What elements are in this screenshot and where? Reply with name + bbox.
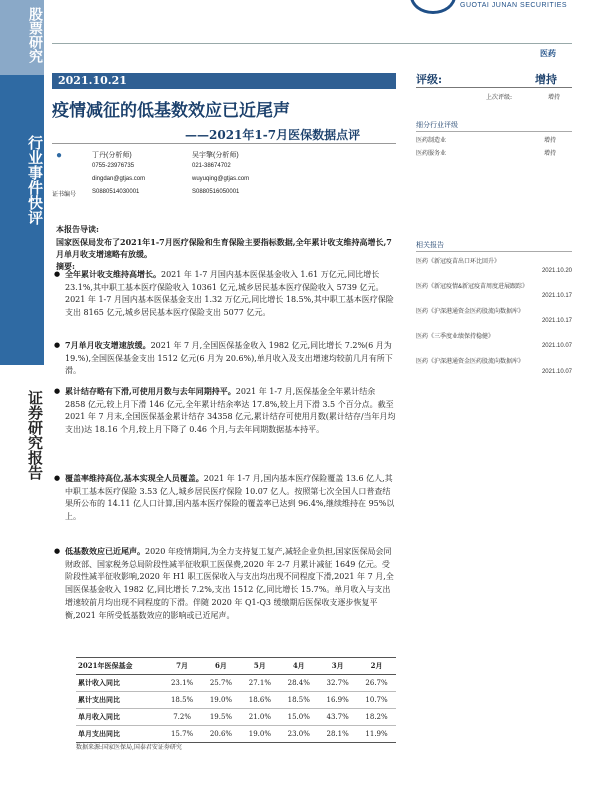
table-header: 3月 [318, 658, 357, 675]
table-cell: 18.5% [163, 692, 202, 709]
table-cell: 18.2% [357, 709, 396, 726]
summary-bullet [65, 339, 396, 378]
related-item[interactable] [416, 281, 572, 290]
table-cell: 23.0% [279, 726, 318, 743]
table-source: 数据来源:国家医保局,国泰君安证券研究 [76, 744, 182, 751]
table-cell: 10.7% [357, 692, 396, 709]
report-subtitle: ——2021年1-7月医保数据点评 [185, 128, 361, 142]
sidebar-securities-report: 证券研究报告 [26, 390, 44, 480]
guide-heading: 本报告导读: [56, 224, 99, 234]
related-date: 2021.10.07 [541, 343, 572, 349]
sidebar [0, 0, 44, 800]
related-divider [416, 251, 572, 252]
related-item[interactable] [416, 256, 572, 265]
summary-heading: 摘要: [56, 261, 75, 271]
related-date: 2021.10.17 [541, 318, 572, 324]
related-item[interactable] [416, 331, 572, 340]
table-cell: 28.1% [318, 726, 357, 743]
analyst-1-phone: 0755-23976735 [92, 163, 135, 169]
summary-bullet [65, 385, 396, 437]
table-cell: 23.1% [163, 675, 202, 692]
summary-bullet [65, 545, 396, 622]
bullet-text: 2020 年疫情期间,为全力支持复工复产,减轻企业负担,国家医保局会同财政部、国家税务总局阶段性减半征收职工医保费,2020 年 2-7 月累计减征 1649 亿元。受阶段性减半征收影响,2020 年 H1 职工医保收入与支出均出现不同程度下滑,2021 年 7 月,全国医保基金收入 1982 亿,同比增长 7.2%,支出 1512 亿,同比增长 15.7%。单月收入与支出增速较前月均出现不同程度的下滑。伴随 2020 年 Q1-Q3 缓缴期后医保收支逐步恢复平衡,2021 年所受低基数效应的影响或已近尾声。 [65, 547, 394, 620]
table-header-row [76, 658, 396, 675]
table-cell: 43.7% [318, 709, 357, 726]
sub-industry-rating: 增持 [543, 138, 556, 144]
brand-logo-icon [410, 0, 456, 14]
sidebar-event-review: 行业事件快评 [26, 135, 44, 225]
table-cell: 32.7% [318, 675, 357, 692]
analyst-1-cert: S0880514030001 [92, 189, 140, 195]
sector-tag: 医药 [540, 48, 556, 58]
table-row [76, 692, 396, 709]
table-cell: 7.2% [163, 709, 202, 726]
table-cell: 累计收入同比 [76, 675, 163, 692]
bullet-lead: 低基数效应已近尾声。 [65, 546, 145, 556]
table-header: 6月 [202, 658, 241, 675]
related-item[interactable] [416, 306, 572, 315]
sidebar-stock-research: 股票研究 [27, 7, 43, 63]
related-title[interactable]: 医药《新冠疫情&新冠疫苗周度进展跟踪》 [416, 284, 529, 290]
table-cell: 26.7% [357, 675, 396, 692]
related-title[interactable]: 医药《新冠疫苗出口环比回升》 [416, 259, 501, 265]
sub-industry-row [416, 148, 572, 157]
related-date: 2021.10.17 [541, 293, 572, 299]
guide-text: 国家医保局发布了2021年1-7月医疗保险和生育保险主要指标数据,全年累计收支维持高增长,7月单月收支增速略有放缓。 [56, 237, 392, 259]
table-cell: 18.5% [279, 692, 318, 709]
person-icon: ● [56, 150, 63, 161]
table-header: 7月 [163, 658, 202, 675]
bullet-lead: 7月单月收支增速放缓。 [65, 340, 151, 350]
analyst-2-name: 吴宇擎(分析师) [192, 152, 239, 159]
table-cell: 18.6% [240, 692, 279, 709]
fund-data-table [76, 657, 396, 743]
related-date: 2021.10.20 [541, 268, 572, 274]
table-cell: 27.1% [240, 675, 279, 692]
table-header: 4月 [279, 658, 318, 675]
related-item[interactable] [416, 356, 572, 365]
table-header: 2021年医保基金 [76, 658, 163, 675]
summary-bullet [65, 472, 396, 524]
table-row [76, 709, 396, 726]
title-divider [52, 143, 396, 144]
table-cell: 20.6% [202, 726, 241, 743]
table-cell: 21.0% [240, 709, 279, 726]
bullet-text: 2021 年 1-7 月,国内基本医疗保险覆盖 13.6 亿人,其中职工基本医疗保险 3.53 亿人,城乡居民医疗保险 10.07 亿人。按照第七次全国人口普查结果所公布的 14.11 亿人口计算,国内基本医疗保险的覆盖率已达到 96.4%,继续维持在 95%以上。 [65, 474, 395, 522]
table-cell: 15.0% [279, 709, 318, 726]
rating-divider [416, 87, 572, 88]
sub-industry-heading: 细分行业评级 [416, 122, 458, 129]
table-header: 2月 [357, 658, 396, 675]
analyst-1-email[interactable]: dingdan@gtjas.com [92, 176, 146, 182]
brand-name: GUOTAI JUNAN SECURITIES [460, 2, 568, 9]
related-heading: 相关报告 [416, 242, 444, 249]
prev-rating-label: 上次评级: [486, 94, 513, 101]
related-title[interactable]: 医药《沪深港通资金医药股流向数据库》 [416, 309, 525, 315]
bullet-text: 2021 年 1-7 月国内基本医保基金收入 1.61 万亿元,同比增长 23.1%,其中职工基本医疗保险收入 10361 亿元,城乡居民基本医疗保险收入 5739 亿元。2021 年 1-7 月国内基本医保基金支出 1.32 万亿元,同比增长 18.5%,其中职工基本医疗保险支出 8165 亿元,城乡居民基本医疗保险支出 5077 亿元。 [65, 270, 394, 318]
sub-industry-row [416, 135, 572, 144]
header-divider [52, 43, 572, 44]
rating-value: 增持 [535, 73, 557, 86]
table-cell: 19.5% [202, 709, 241, 726]
analyst-2-phone: 021-38674702 [192, 163, 231, 169]
table-cell: 28.4% [279, 675, 318, 692]
sub-industry-name: 医药服务业 [416, 151, 447, 157]
table-cell: 19.0% [240, 726, 279, 743]
table-cell: 16.9% [318, 692, 357, 709]
related-date: 2021.10.07 [541, 369, 572, 375]
analyst-2-cert: S0880516050001 [192, 189, 240, 195]
bullet-lead: 全年累计收支维持高增长。 [65, 269, 161, 279]
table-header: 5月 [240, 658, 279, 675]
rating-label: 评级: [416, 73, 443, 86]
related-title[interactable]: 医药《沪深港通资金医药股流向数据库》 [416, 359, 525, 365]
summary-bullet [65, 268, 396, 320]
sub-industry-divider [416, 131, 572, 132]
table-row [76, 726, 396, 743]
sub-industry-rating: 增持 [543, 151, 556, 157]
report-title: 疫情减征的低基数效应已近尾声 [52, 101, 290, 121]
sub-industry-name: 医药制造业 [416, 138, 447, 144]
prev-rating-value: 增持 [548, 94, 561, 101]
table-cell: 11.9% [357, 726, 396, 743]
table-cell: 累计支出同比 [76, 692, 163, 709]
bullet-text: 2021 年 1-7 月,医保基金全年累计结余 2858 亿元,较上月下滑 146 亿元,全年累计结余率达 17.8%,较上月下滑 3.5 个百分点。截至 2021 年 7 月末,全国医保基金累计结存 34358 亿元,累计结存可使用月数(累计结存/当年月均支出)达 18.16 个月,较上月下降了 0.46 个月,与去年同期数据基本持平。 [65, 387, 396, 435]
analyst-block [52, 148, 396, 216]
table-cell: 15.7% [163, 726, 202, 743]
table-cell: 单月收入同比 [76, 709, 163, 726]
table-cell: 19.0% [202, 692, 241, 709]
bullet-text: 2021 年 7 月,全国医保基金收入 1982 亿元,同比增长 7.2%(6 月为 19.%),全国医保基金支出 1512 亿元(6 月为 20.6%),单月收入及支出增速均较前几月有所下滑。 [65, 341, 393, 376]
bullet-lead: 累计结存略有下滑,可使用月数与去年同期持平。 [65, 386, 236, 396]
bullet-lead: 覆盖率维持高位,基本实现全人员覆盖。 [65, 473, 204, 483]
table-cell: 25.7% [202, 675, 241, 692]
table-row [76, 675, 396, 692]
report-date: 2021.10.21 [52, 73, 396, 89]
table-cell: 单月支出同比 [76, 726, 163, 743]
cert-label: 证书编号 [52, 192, 77, 198]
analyst-1-name: 丁丹(分析师) [92, 152, 132, 159]
analyst-2-email[interactable]: wuyuqing@gtjas.com [192, 176, 250, 182]
related-title[interactable]: 医药《三季度业绩保持稳健》 [416, 334, 495, 340]
